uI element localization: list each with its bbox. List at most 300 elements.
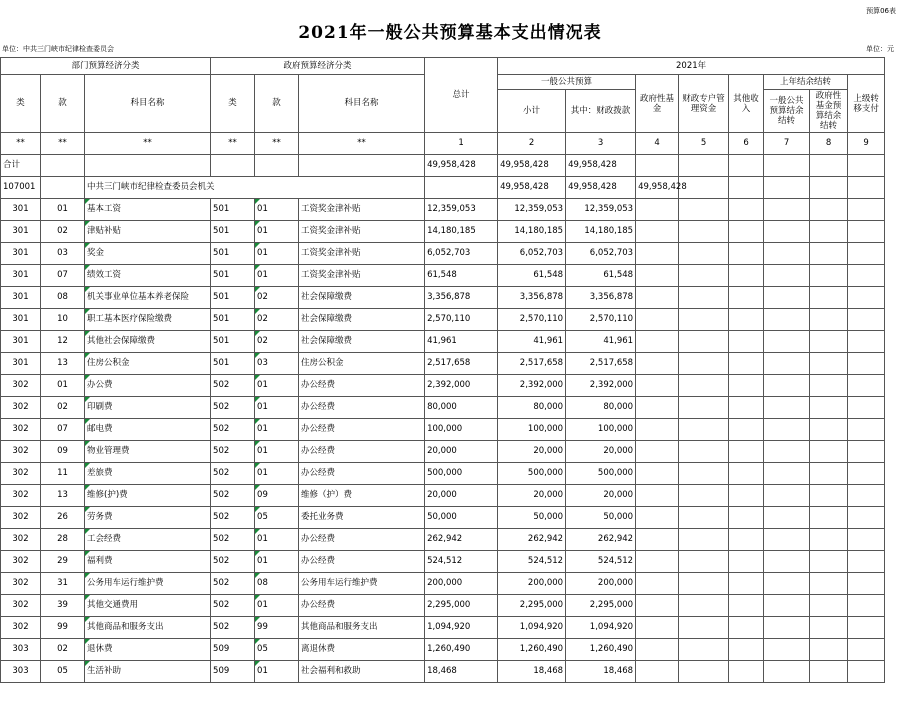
gov-item-code: 08: [255, 573, 299, 595]
empty-cell: [679, 617, 729, 639]
gov-subject-name: 其他商品和服务支出: [299, 617, 425, 639]
gov-kind-code: 502: [211, 441, 255, 463]
column-number: 9: [848, 133, 885, 155]
empty-cell: [636, 331, 679, 353]
total-subtotal: 49,958,428: [498, 155, 566, 177]
kind-code: 302: [1, 617, 41, 639]
item-code: 03: [41, 243, 85, 265]
empty-cell: [764, 529, 810, 551]
subject-name: 福利费: [85, 551, 211, 573]
empty-cell: [679, 441, 729, 463]
empty-cell: [636, 573, 679, 595]
gov-item-code: 01: [255, 661, 299, 683]
empty-cell: [810, 353, 848, 375]
header-gov-subject-name: 科目名称: [299, 75, 425, 133]
item-code: 05: [41, 661, 85, 683]
empty-cell: [636, 595, 679, 617]
row-subtotal: 18,468: [498, 661, 566, 683]
table-row: [1, 265, 885, 287]
empty-cell: [679, 551, 729, 573]
empty-cell: [848, 485, 885, 507]
table-row: [1, 551, 885, 573]
empty-cell: [810, 419, 848, 441]
subject-name: 奖金: [85, 243, 211, 265]
row-subtotal: 1,260,490: [498, 639, 566, 661]
row-fiscal: 80,000: [566, 397, 636, 419]
row-fiscal: 1,094,920: [566, 617, 636, 639]
gov-item-code: 02: [255, 309, 299, 331]
empty-cell: [679, 221, 729, 243]
empty-cell: [729, 375, 764, 397]
table-row: [1, 661, 885, 683]
empty-cell: [729, 573, 764, 595]
empty-cell: [848, 331, 885, 353]
gov-subject-name: 办公经费: [299, 463, 425, 485]
column-number: 4: [636, 133, 679, 155]
table-row: [1, 441, 885, 463]
empty-cell: [679, 661, 729, 683]
gov-kind-code: 501: [211, 199, 255, 221]
empty-cell: [764, 419, 810, 441]
row-total: 50,000: [425, 507, 498, 529]
row-fiscal: 524,512: [566, 551, 636, 573]
empty-cell: [764, 441, 810, 463]
row-total: 2,392,000: [425, 375, 498, 397]
empty-cell: [764, 397, 810, 419]
gov-subject-name: 办公经费: [299, 375, 425, 397]
gov-kind-code: 501: [211, 243, 255, 265]
header-general-budget: 一般公共预算: [498, 75, 636, 90]
gov-item-code: 02: [255, 287, 299, 309]
empty-cell: [41, 177, 85, 199]
empty-cell: [729, 507, 764, 529]
row-fiscal: 262,942: [566, 529, 636, 551]
subject-name: 邮电费: [85, 419, 211, 441]
empty-cell: [636, 639, 679, 661]
empty-cell: [679, 463, 729, 485]
empty-cell: [729, 419, 764, 441]
gov-kind-code: 501: [211, 265, 255, 287]
empty-cell: [679, 243, 729, 265]
gov-item-code: 01: [255, 221, 299, 243]
table-row: [1, 617, 885, 639]
row-total: 1,094,920: [425, 617, 498, 639]
empty-cell: [729, 485, 764, 507]
empty-cell: [810, 265, 848, 287]
row-total: 14,180,185: [425, 221, 498, 243]
gov-item-code: 03: [255, 353, 299, 375]
gov-item-code: 05: [255, 507, 299, 529]
item-code: 02: [41, 221, 85, 243]
subject-name: 物业管理费: [85, 441, 211, 463]
empty-cell: [848, 595, 885, 617]
empty-cell: [636, 199, 679, 221]
empty-cell: [848, 199, 885, 221]
table-row: [1, 639, 885, 661]
gov-item-code: 01: [255, 243, 299, 265]
empty-cell: [810, 155, 848, 177]
row-subtotal: 14,180,185: [498, 221, 566, 243]
row-total: 6,052,703: [425, 243, 498, 265]
header-gov-fund: 政府性基金: [636, 75, 679, 133]
empty-cell: [679, 573, 729, 595]
gov-kind-code: 502: [211, 551, 255, 573]
table-row: [1, 463, 885, 485]
row-total: 2,570,110: [425, 309, 498, 331]
empty-cell: [848, 397, 885, 419]
subject-name: 职工基本医疗保险缴费: [85, 309, 211, 331]
gov-subject-name: 社会福利和救助: [299, 661, 425, 683]
empty-cell: [810, 573, 848, 595]
item-code: 02: [41, 639, 85, 661]
kind-code: 302: [1, 375, 41, 397]
empty-cell: [848, 265, 885, 287]
empty-cell: [848, 529, 885, 551]
row-fiscal: 200,000: [566, 573, 636, 595]
item-code: 26: [41, 507, 85, 529]
row-fiscal: 18,468: [566, 661, 636, 683]
empty-cell: [810, 507, 848, 529]
empty-cell: [764, 375, 810, 397]
gov-kind-code: 502: [211, 419, 255, 441]
header-gov-kind: 类: [211, 75, 255, 133]
kind-code: 301: [1, 199, 41, 221]
gov-subject-name: 社会保障缴费: [299, 287, 425, 309]
empty-cell: [679, 353, 729, 375]
empty-cell: [636, 265, 679, 287]
row-subtotal: 2,570,110: [498, 309, 566, 331]
star-cell: **: [41, 133, 85, 155]
gov-kind-code: 501: [211, 221, 255, 243]
empty-cell: [848, 419, 885, 441]
subject-name: 其他商品和服务支出: [85, 617, 211, 639]
empty-cell: [636, 441, 679, 463]
subject-name: 其他交通费用: [85, 595, 211, 617]
header-item: 款: [41, 75, 85, 133]
empty-cell: [729, 661, 764, 683]
kind-code: 303: [1, 661, 41, 683]
item-code: 29: [41, 551, 85, 573]
header-of-which-fiscal: 其中：财政拨款: [566, 90, 636, 133]
empty-cell: [764, 331, 810, 353]
subject-name: 印刷费: [85, 397, 211, 419]
subject-name: 退休费: [85, 639, 211, 661]
table-row: [1, 353, 885, 375]
empty-cell: [810, 243, 848, 265]
subject-name: 绩效工资: [85, 265, 211, 287]
empty-cell: [679, 287, 729, 309]
row-subtotal: 262,942: [498, 529, 566, 551]
star-cell: **: [299, 133, 425, 155]
row-total: 2,295,000: [425, 595, 498, 617]
kind-code: 302: [1, 595, 41, 617]
empty-cell: [848, 287, 885, 309]
empty-cell: [729, 287, 764, 309]
gov-item-code: 02: [255, 331, 299, 353]
kind-code: 301: [1, 309, 41, 331]
empty-cell: [679, 639, 729, 661]
empty-cell: [810, 221, 848, 243]
row-fiscal: 41,961: [566, 331, 636, 353]
item-code: 02: [41, 397, 85, 419]
header-subtotal: 小计: [498, 90, 566, 133]
header-subject-name: 科目名称: [85, 75, 211, 133]
row-subtotal: 61,548: [498, 265, 566, 287]
empty-cell: [848, 441, 885, 463]
row-fiscal: 61,548: [566, 265, 636, 287]
empty-cell: [848, 221, 885, 243]
empty-cell: [636, 463, 679, 485]
empty-cell: [729, 199, 764, 221]
empty-cell: [729, 529, 764, 551]
empty-cell: [810, 287, 848, 309]
empty-cell: [299, 155, 425, 177]
header-prev-fund: 政府性基金预算结余结转: [810, 90, 848, 133]
total-fiscal: 49,958,428: [566, 155, 636, 177]
header-gov-econ: 政府预算经济分类: [211, 58, 425, 75]
empty-cell: [729, 463, 764, 485]
org-subtotal: 49,958,428: [566, 177, 636, 199]
item-code: 07: [41, 419, 85, 441]
gov-subject-name: 维修（护）费: [299, 485, 425, 507]
unit-label-left: 单位：中共三门峡市纪律检查委员会: [2, 45, 114, 53]
table-row: [1, 331, 885, 353]
gov-item-code: 01: [255, 419, 299, 441]
kind-code: 302: [1, 507, 41, 529]
gov-kind-code: 502: [211, 617, 255, 639]
empty-cell: [679, 397, 729, 419]
empty-cell: [810, 639, 848, 661]
header-total: 总计: [425, 58, 498, 133]
empty-cell: [636, 287, 679, 309]
header-dept-econ: 部门预算经济分类: [1, 58, 211, 75]
gov-subject-name: 办公经费: [299, 441, 425, 463]
empty-cell: [764, 243, 810, 265]
table-row: [1, 529, 885, 551]
table-row: [1, 595, 885, 617]
empty-cell: [810, 177, 848, 199]
gov-kind-code: 501: [211, 353, 255, 375]
gov-item-code: 01: [255, 199, 299, 221]
kind-code: 301: [1, 331, 41, 353]
gov-item-code: 01: [255, 375, 299, 397]
empty-cell: [425, 177, 498, 199]
column-number: 3: [566, 133, 636, 155]
header-prev-carry: 上年结余结转: [764, 75, 848, 90]
empty-cell: [764, 617, 810, 639]
empty-cell: [729, 551, 764, 573]
gov-item-code: 09: [255, 485, 299, 507]
row-subtotal: 12,359,053: [498, 199, 566, 221]
row-fiscal: 2,570,110: [566, 309, 636, 331]
empty-cell: [729, 155, 764, 177]
row-fiscal: 50,000: [566, 507, 636, 529]
header-kind: 类: [1, 75, 41, 133]
row-subtotal: 2,517,658: [498, 353, 566, 375]
gov-item-code: 05: [255, 639, 299, 661]
empty-cell: [848, 155, 885, 177]
row-subtotal: 100,000: [498, 419, 566, 441]
empty-cell: [636, 353, 679, 375]
empty-cell: [679, 507, 729, 529]
empty-cell: [679, 199, 729, 221]
gov-item-code: 01: [255, 551, 299, 573]
row-subtotal: 20,000: [498, 441, 566, 463]
empty-cell: [810, 397, 848, 419]
kind-code: 302: [1, 485, 41, 507]
org-total: 49,958,428: [498, 177, 566, 199]
empty-cell: [810, 551, 848, 573]
table-row: [1, 221, 885, 243]
star-cell: **: [255, 133, 299, 155]
subject-name: 维修(护)费: [85, 485, 211, 507]
gov-item-code: 01: [255, 397, 299, 419]
kind-code: 302: [1, 551, 41, 573]
kind-code: 301: [1, 353, 41, 375]
gov-subject-name: 办公经费: [299, 419, 425, 441]
empty-cell: [679, 419, 729, 441]
org-name: 中共三门峡市纪律检查委员会机关: [85, 177, 425, 199]
row-subtotal: 200,000: [498, 573, 566, 595]
kind-code: 301: [1, 221, 41, 243]
org-fiscal: 49,958,428: [636, 177, 679, 199]
empty-cell: [810, 617, 848, 639]
row-fiscal: 2,295,000: [566, 595, 636, 617]
empty-cell: [636, 551, 679, 573]
empty-cell: [764, 155, 810, 177]
gov-kind-code: 502: [211, 507, 255, 529]
row-subtotal: 500,000: [498, 463, 566, 485]
empty-cell: [679, 155, 729, 177]
item-code: 31: [41, 573, 85, 595]
empty-cell: [679, 177, 729, 199]
item-code: 01: [41, 199, 85, 221]
gov-kind-code: 509: [211, 639, 255, 661]
empty-cell: [636, 617, 679, 639]
gov-kind-code: 502: [211, 529, 255, 551]
empty-cell: [810, 199, 848, 221]
header-special-fund: 财政专户管理资金: [679, 75, 729, 133]
empty-cell: [764, 551, 810, 573]
empty-cell: [848, 375, 885, 397]
empty-cell: [679, 265, 729, 287]
table-row: [1, 199, 885, 221]
table-row: [1, 287, 885, 309]
item-code: 13: [41, 353, 85, 375]
subject-name: 办公费: [85, 375, 211, 397]
empty-cell: [85, 155, 211, 177]
gov-item-code: 01: [255, 529, 299, 551]
row-total: 2,517,658: [425, 353, 498, 375]
row-total: 12,359,053: [425, 199, 498, 221]
gov-subject-name: 工资奖金津补贴: [299, 221, 425, 243]
table-number: 预算06表: [866, 7, 896, 15]
gov-subject-name: 社会保障缴费: [299, 309, 425, 331]
gov-kind-code: 502: [211, 595, 255, 617]
row-fiscal: 2,517,658: [566, 353, 636, 375]
empty-cell: [764, 265, 810, 287]
empty-cell: [848, 309, 885, 331]
empty-cell: [679, 485, 729, 507]
gov-item-code: 99: [255, 617, 299, 639]
column-number: 2: [498, 133, 566, 155]
empty-cell: [764, 595, 810, 617]
column-number: 7: [764, 133, 810, 155]
empty-cell: [764, 485, 810, 507]
empty-cell: [810, 309, 848, 331]
row-subtotal: 50,000: [498, 507, 566, 529]
gov-subject-name: 住房公积金: [299, 353, 425, 375]
row-total: 500,000: [425, 463, 498, 485]
kind-code: 302: [1, 441, 41, 463]
table-row: [1, 309, 885, 331]
empty-cell: [729, 353, 764, 375]
row-total: 20,000: [425, 441, 498, 463]
row-subtotal: 80,000: [498, 397, 566, 419]
empty-cell: [848, 639, 885, 661]
column-number: 1: [425, 133, 498, 155]
empty-cell: [764, 309, 810, 331]
row-fiscal: 500,000: [566, 463, 636, 485]
kind-code: 301: [1, 287, 41, 309]
empty-cell: [679, 529, 729, 551]
column-index-row: [1, 133, 885, 155]
row-subtotal: 2,295,000: [498, 595, 566, 617]
row-fiscal: 6,052,703: [566, 243, 636, 265]
row-subtotal: 6,052,703: [498, 243, 566, 265]
gov-kind-code: 502: [211, 375, 255, 397]
empty-cell: [679, 331, 729, 353]
empty-cell: [810, 331, 848, 353]
empty-cell: [729, 331, 764, 353]
gov-subject-name: 社会保障缴费: [299, 331, 425, 353]
page-title: 2021年一般公共预算基本支出情况表: [298, 23, 602, 43]
empty-cell: [764, 287, 810, 309]
table-row: [1, 375, 885, 397]
row-subtotal: 524,512: [498, 551, 566, 573]
kind-code: 302: [1, 419, 41, 441]
empty-cell: [679, 595, 729, 617]
unit-label-right: 单位：元: [866, 45, 894, 53]
gov-subject-name: 办公经费: [299, 397, 425, 419]
empty-cell: [729, 397, 764, 419]
header-upper-transfer: 上级转移支付: [848, 75, 885, 133]
empty-cell: [729, 309, 764, 331]
header-year: 2021年: [498, 58, 885, 75]
table-row: [1, 397, 885, 419]
empty-cell: [211, 155, 255, 177]
empty-cell: [636, 221, 679, 243]
gov-subject-name: 工资奖金津补贴: [299, 199, 425, 221]
gov-kind-code: 501: [211, 331, 255, 353]
empty-cell: [848, 463, 885, 485]
subject-name: 劳务费: [85, 507, 211, 529]
empty-cell: [729, 177, 764, 199]
header-gov-item: 款: [255, 75, 299, 133]
gov-kind-code: 502: [211, 397, 255, 419]
row-total: 18,468: [425, 661, 498, 683]
gov-subject-name: 委托业务费: [299, 507, 425, 529]
empty-cell: [729, 221, 764, 243]
header-prev-general: 一般公共预算结余结转: [764, 90, 810, 133]
row-total: 80,000: [425, 397, 498, 419]
row-subtotal: 2,392,000: [498, 375, 566, 397]
kind-code: 302: [1, 529, 41, 551]
empty-cell: [764, 199, 810, 221]
org-row: [1, 177, 885, 199]
gov-subject-name: 办公经费: [299, 551, 425, 573]
gov-subject-name: 办公经费: [299, 595, 425, 617]
